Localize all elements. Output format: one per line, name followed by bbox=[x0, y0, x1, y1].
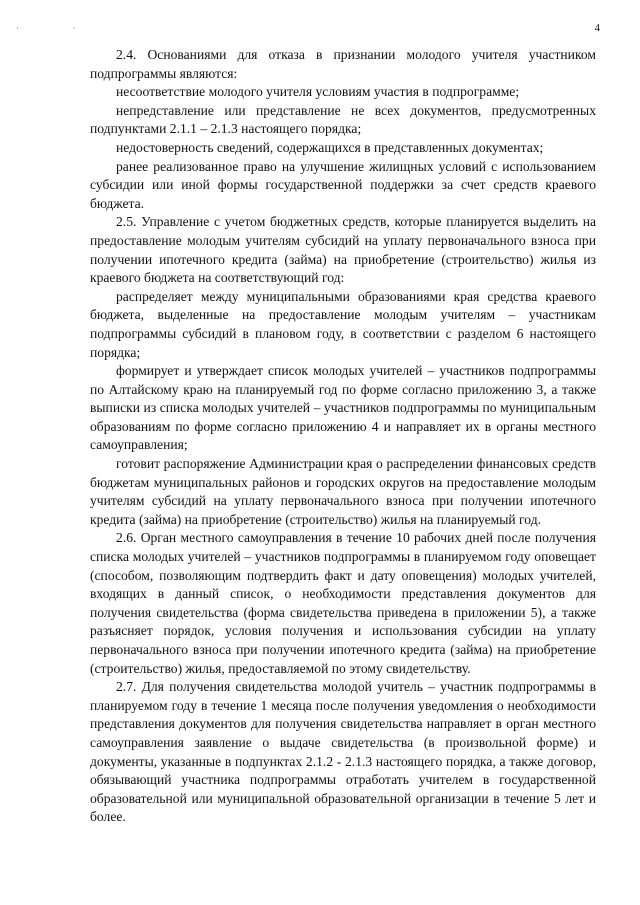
paragraph-2-5: 2.5. Управление с учетом бюджетных средств, которые планируется выделить на предоставление молодым учителям субсидий на уплату первоначального взноса при получении ипотечного кредита (займа) на приобретение (строительство) жилья из краевого бюджета на соответствующий год: bbox=[90, 214, 596, 286]
paragraph-2-6: 2.6. Орган местного самоуправления в течение 10 рабочих дней после получения списка молодых учителей – участников подпрограммы в планируемом году оповещает (способом, позволяющим подтвердить факт и дату оповещения) молодых учителей, входящих в данный список, о необходимости представления документов для получения свидетельства (форма свидетельства приведена в приложении 5), а также разъясняет порядок, условия получения и использования субсидии на уплату первоначального взноса при получении ипотечного кредита (займа) на приобретение (строительство) жилья, предоставляемой по этому свидетельству. bbox=[90, 530, 596, 676]
paragraph-item: ранее реализованное право на улучшение жилищных условий с использованием субсидии или иной формы государственной поддержки за счет средств краевого бюджета. bbox=[90, 158, 596, 211]
paragraph-item: непредставление или представление не всех документов, предусмотренных подпунктами 2.1.1 – 2.1.3 настоящего порядка; bbox=[90, 102, 596, 137]
paragraph-item: несоответствие молодого учителя условиям участия в подпрограмме; bbox=[116, 84, 520, 100]
page-number: 4 bbox=[594, 22, 600, 34]
paragraph-item: распределяет между муниципальными образованиями края средства краевого бюджета, выделенные на предоставление молодым учителям – участникам подпрограммы субсидий в плановом году, в соответствии с разделом 6 настоящего порядка; bbox=[90, 288, 596, 360]
paragraph-item: недостоверность сведений, содержащихся в представленных документах; bbox=[116, 139, 544, 155]
paragraph-2-7: 2.7. Для получения свидетельства молодой учитель – участник подпрограммы в планируемом году в течение 1 месяца после получения уведомления о необходимости представления документов для получения свидетельства направляет в орган местного самоуправления заявление о выдаче свидетельства (в произвольной форме) и документы, указанные в подпунктах 2.1.2 - 2.1.3 настоящего порядка, а также договор, обязывающий участника подпрограммы отработать учителем в государственной образовательной или муниципальной образовательной организации в течение 5 лет и более. bbox=[90, 679, 596, 825]
paragraph-item: формирует и утверждает список молодых учителей – участников подпрограммы по Алтайскому краю на планируемый год по форме согласно приложению 3, а также выписки из списка молодых учителей – участников подпрограммы по муниципальным образованиям по форме согласно приложению 4 и направляет их в органы местного самоуправления; bbox=[90, 363, 596, 453]
document-body bbox=[90, 46, 596, 827]
scan-specks: · · bbox=[16, 24, 102, 33]
paragraph-2-4: 2.4. Основаниями для отказа в признании молодого учителя участником подпрограммы являются: bbox=[90, 47, 596, 81]
paragraph-item: готовит распоряжение Администрации края о распределении финансовых средств бюджетам муниципальных районов и городских округов на предоставление молодым учителям субсидий на уплату первоначального взноса при получении ипотечного кредита (займа) на приобретение (строительство) жилья на планируемый год. bbox=[90, 456, 596, 527]
